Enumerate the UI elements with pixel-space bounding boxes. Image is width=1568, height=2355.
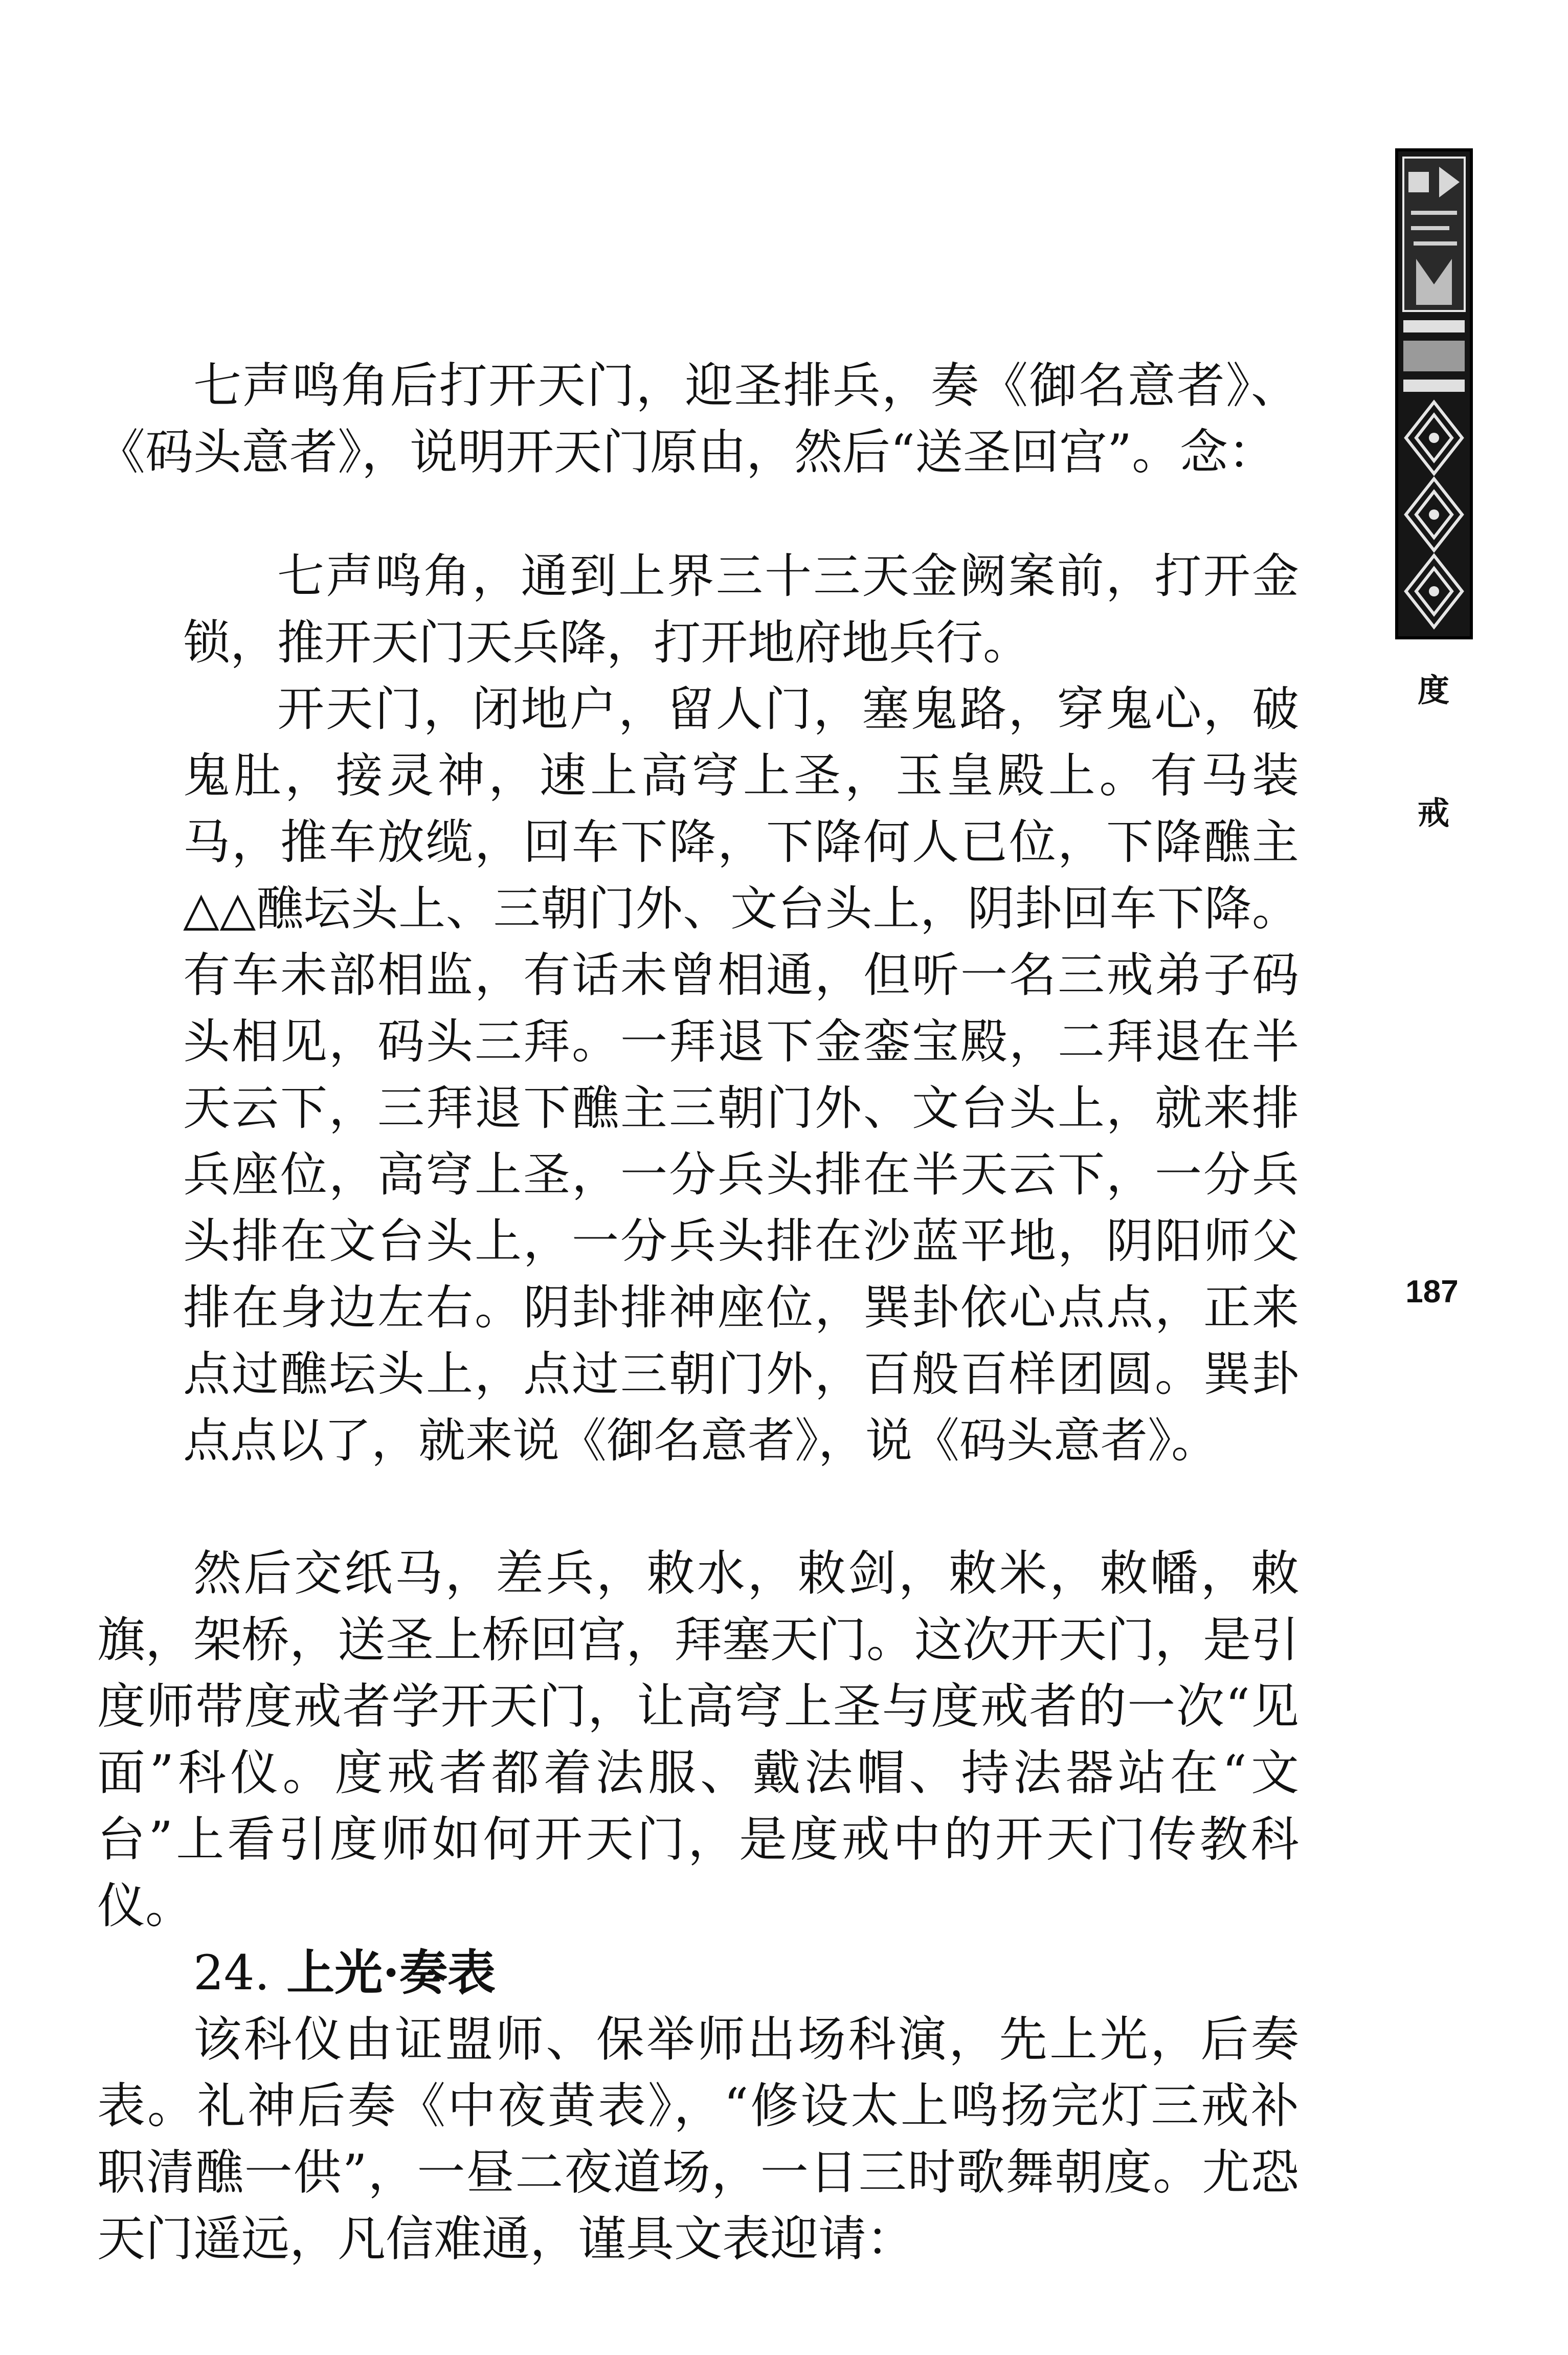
main-text (97, 353, 1299, 2273)
paragraph-3: 该科仪由证盟师、保举师出场科演，先上光，后奏表。礼神后奏《中夜黄表》，“修设太上鸣扬完灯三戒补职清醮一供”，一昼二夜道场，一日三时歌舞朝度。尤恐天门遥远，凡信难通，谨具文表迎请： (97, 2012, 1299, 2267)
paragraph-1: 七声鸣角后打开天门，迎圣排兵，奏《御名意者》、《码头意者》，说明开天门原由，然后“送圣回宫”。念： (97, 358, 1299, 480)
side-label-du: 度 (1417, 672, 1449, 709)
section-heading (97, 1940, 1299, 2007)
side-label-jie: 戒 (1417, 794, 1449, 832)
section-number: 24. (193, 1945, 270, 2001)
quote-paragraph-2: 开天门，闭地户，留人门，塞鬼路，穿鬼心，破鬼肚，接灵神，速上高穹上圣，玉皇殿上。有马装马，推车放缆，回车下降，下降何人已位，下降醮主△△醮坛头上、三朝门外、文台头上，阴卦回车下降。有车未部相监，有话未曾相通，但听一名三戒弟子码头相见，码头三拜。一拜退下金銮宝殿，二拜退在半天云下，三拜退下醮主三朝门外、文台头上，就来排兵座位，高穹上圣，一分兵头排在半天云下，一分兵头排在文台头上，一分兵头排在沙蓝平地，阴阳师父排在身边左右。阴卦排神座位，巽卦依心点点，正来点过醮坛头上，点过三朝门外，百般百样团圆。巽卦点点以了，就来说《御名意者》，说《码头意者》。 (183, 682, 1299, 1468)
paragraph-2: 然后交纸马，差兵，敕水，敕剑，敕米，敕幡，敕旗，架桥，送圣上桥回宫，拜塞天门。这次开天门，是引度师带度戒者学开天门，让高穹上圣与度戒者的一次“见面”科仪。度戒者都着法服、戴法帽、持法器站在“文台”上看引度师如何开天门，是度戒中的开天门传教科仪。 (97, 1546, 1300, 1934)
decorative-side-strip (1395, 148, 1473, 639)
ornament-pattern-icon (1398, 151, 1470, 636)
page-number: 187 (1405, 1274, 1459, 1309)
section-title: 上光·奏表 (286, 1945, 496, 2001)
quote-paragraph-1: 七声鸣角，通到上界三十三天金阙案前，打开金锁，推开天门天兵降，打开地府地兵行。 (183, 549, 1299, 670)
